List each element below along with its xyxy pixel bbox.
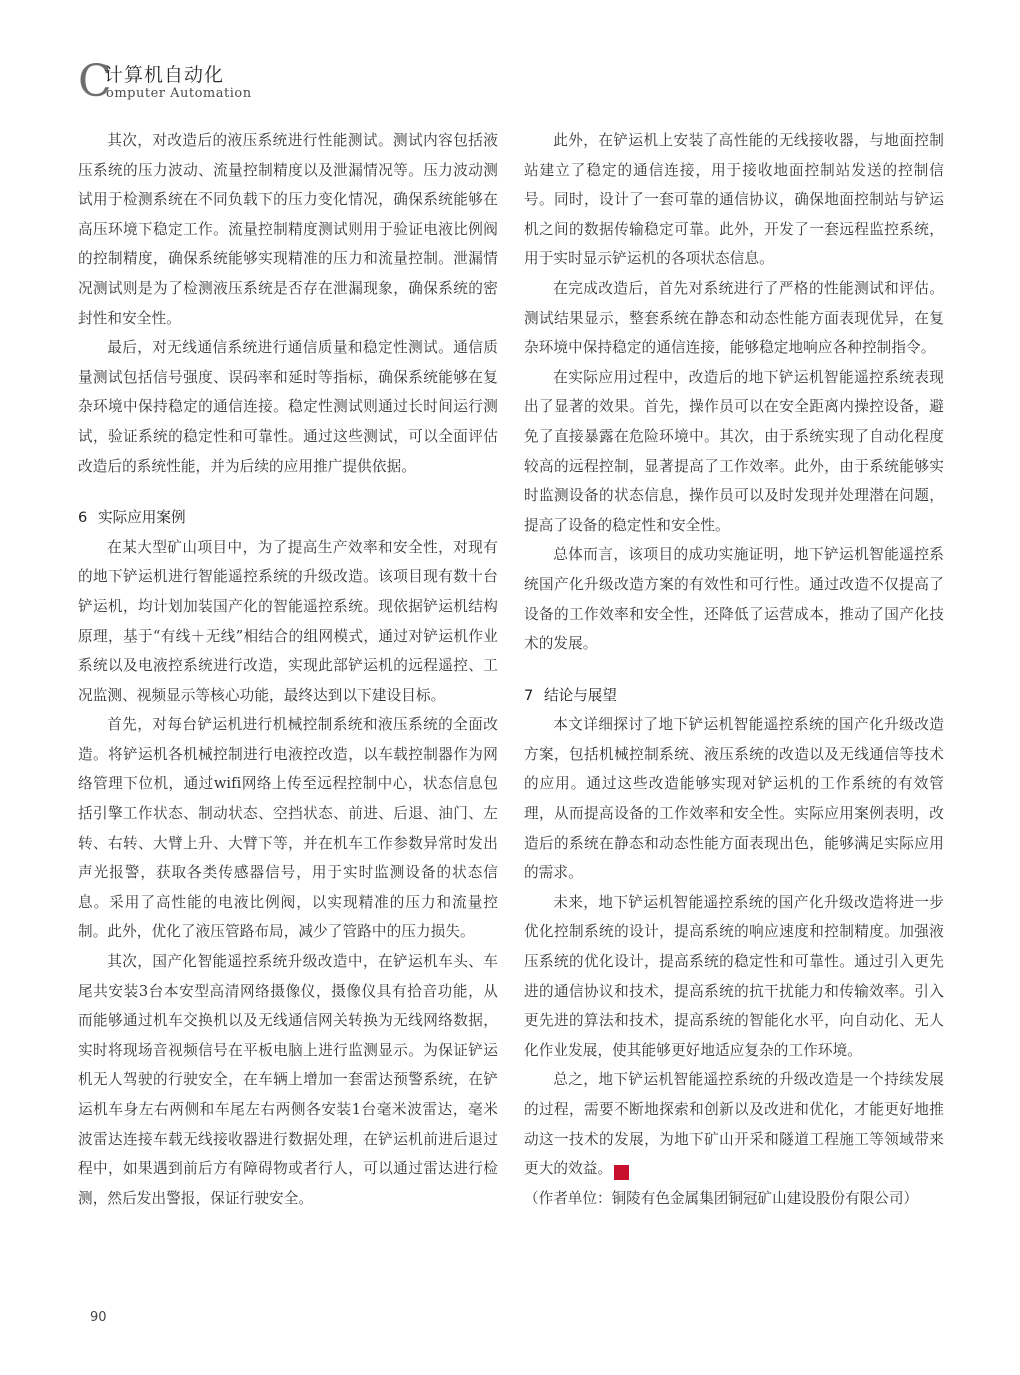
paragraph: 未来，地下铲运机智能遥控系统的国产化升级改造将进一步优化控制系统的设计，提高系统的响应速度和控制精度。加强液压系统的优化设计，提高系统的稳定性和可靠性。通过引入更先进的通信协议和技术，提高系统的抗干扰能力和传输效率。引入更先进的算法和技术，提高系统的智能化水平，向自动化、无人化作业发展，使其能够更好地适应复杂的工作环境。 bbox=[524, 893, 944, 1059]
right-column bbox=[524, 126, 944, 1213]
section-number: 6 bbox=[78, 509, 88, 527]
masthead-initial: C bbox=[78, 56, 112, 107]
page-number: 90 bbox=[90, 1310, 107, 1325]
section-heading bbox=[78, 503, 498, 533]
paragraph: 首先，对每台铲运机进行机械控制系统和液压系统的全面改造。将铲运机各机械控制进行电液控改造，以车载控制器作为网络管理下位机，通过wifi网络上传至远程控制中心，状态信息包括引擎工作状态、制动状态、空挡状态、前进、后退、油门、左转、右转、大臂上升、大臂下等，并在机车工作参数异常时发出声光报警，获取各类传感器信号，用于实时监测设备的状态信息。采用了高性能的电液比例阀，以实现精准的压力和流量控制。此外，优化了液压管路布局，减少了管路中的压力损失。 bbox=[78, 716, 498, 941]
paragraph: 在完成改造后，首先对系统进行了严格的性能测试和评估。测试结果显示，整套系统在静态和动态性能方面表现优异，在复杂环境中保持稳定的通信连接，能够稳定地响应各种控制指令。 bbox=[524, 279, 944, 357]
journal-subtitle: omputer Automation bbox=[106, 86, 252, 101]
paragraph bbox=[524, 1065, 944, 1183]
paragraph: 在实际应用过程中，改造后的地下铲运机智能遥控系统表现出了显著的效果。首先，操作员可以在安全距离内操控设备，避免了直接暴露在危险环境中。其次，由于系统实现了自动化程度较高的远程控制，显著提高了工作效率。此外，由于系统能够实时监测设备的状态信息，操作员可以及时发现并处理潜在问题，提高了设备的稳定性和安全性。 bbox=[524, 368, 944, 534]
paragraph: 本文详细探讨了地下铲运机智能遥控系统的国产化升级改造方案，包括机械控制系统、液压系统的改造以及无线通信等技术的应用。通过这些改造能够实现对铲运机的工作系统的有效管理，从而提高设备的工作效率和安全性。实际应用案例表明，改造后的系统在静态和动态性能方面表现出色，能够满足实际应用的需求。 bbox=[524, 716, 944, 882]
author-affiliation: （作者单位：铜陵有色金属集团铜冠矿山建设股份有限公司） bbox=[524, 1189, 919, 1207]
paragraph: 其次，国产化智能遥控系统升级改造中，在铲运机车头、车尾共安装3台本安型高清网络摄像仪，摄像仪具有拾音功能，从而能够通过机车交换机以及无线通信网关转换为无线网络数据，实时将现场音视频信号在平板电脑上进行监测显示。为保证铲运机无人驾驶的行驶安全，在车辆上增加一套雷达预警系统，在铲运机车身左右两侧和车尾左右两侧各安装1台毫米波雷达，毫米波雷达连接车载无线接收器进行数据处理，在铲运机前进后退过程中，如果遇到前后方有障碍物或者行人，可以通过雷达进行检测，然后发出警报，保证行驶安全。 bbox=[78, 953, 498, 1207]
section-heading bbox=[524, 681, 944, 711]
left-column bbox=[78, 126, 498, 1213]
journal-title: 计算机自动化 bbox=[104, 64, 225, 86]
paragraph: 此外，在铲运机上安装了高性能的无线接收器，与地面控制站建立了稳定的通信连接，用于接收地面控制站发送的控制信号。同时，设计了一套可靠的通信协议，确保地面控制站与铲运机之间的数据传输稳定可靠。此外，开发了一套远程监控系统，用于实时显示铲运机的各项状态信息。 bbox=[524, 132, 944, 268]
section-number: 7 bbox=[524, 686, 534, 704]
paragraph-text: 总之，地下铲运机智能遥控系统的升级改造是一个持续发展的过程，需要不断地探索和创新以及改进和优化，才能更好地推动这一技术的发展，为地下矿山开采和隧道工程施工等领域带来更大的效益。 bbox=[524, 1071, 944, 1178]
paragraph: 最后，对无线通信系统进行通信质量和稳定性测试。通信质量测试包括信号强度、误码率和延时等指标，确保系统能够在复杂环境中保持稳定的通信连接。稳定性测试则通过长时间运行测试，验证系统的稳定性和可靠性。通过这些测试，可以全面评估改造后的系统性能，并为后续的应用推广提供依据。 bbox=[78, 339, 498, 475]
section-title: 实际应用案例 bbox=[98, 509, 186, 527]
paragraph: 总体而言，该项目的成功实施证明，地下铲运机智能遥控系统国产化升级改造方案的有效性和可行性。通过改造不仅提高了设备的工作效率和安全性，还降低了运营成本，推动了国产化技术的发展。 bbox=[524, 546, 944, 653]
end-mark-icon: 通 bbox=[614, 1165, 629, 1180]
paragraph: 在某大型矿山项目中，为了提高生产效率和安全性，对现有的地下铲运机进行智能遥控系统的升级改造。该项目现有数十台铲运机，均计划加装国产化的智能遥控系统。现依据铲运机结构原理，基于“有线＋无线”相结合的组网模式，通过对铲运机作业系统以及电液控系统进行改造，实现此部铲运机的远程遥控、工况监测、视频显示等核心功能，最终达到以下建设目标。 bbox=[78, 538, 498, 704]
paragraph: 其次，对改造后的液压系统进行性能测试。测试内容包括液压系统的压力波动、流量控制精度以及泄漏情况等。压力波动测试用于检测系统在不同负载下的压力变化情况，确保系统能够在高压环境下稳定工作。流量控制精度测试则用于验证电液比例阀的控制精度，确保系统能够实现精准的压力和流量控制。泄漏情况测试则是为了检测液压系统是否存在泄漏现象，确保系统的密封性和安全性。 bbox=[78, 132, 498, 327]
section-title: 结论与展望 bbox=[544, 686, 617, 704]
